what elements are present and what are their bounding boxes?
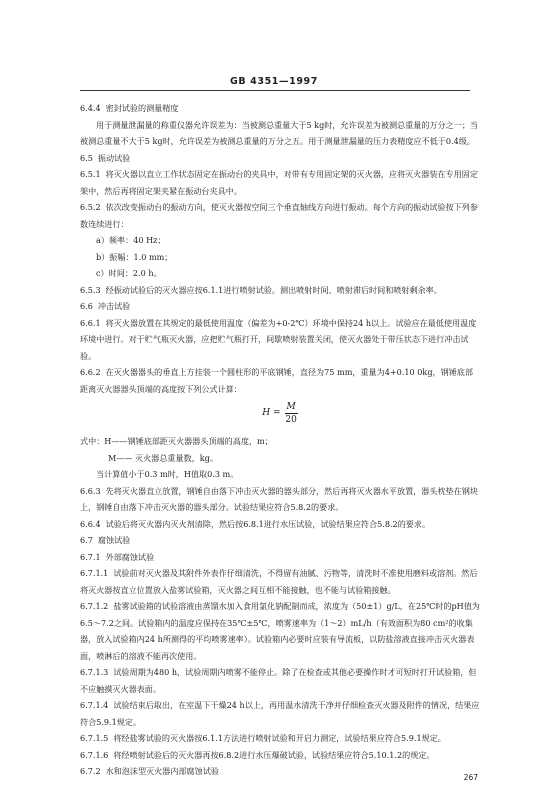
clause-text: 试验周期为480 h，试验周期内喷雾不能停止。除了在检查或其他必要操作时才可短时打开试验箱，但不应触摸灭火器表面。 bbox=[80, 667, 477, 694]
formula-lhs: H = bbox=[262, 407, 281, 418]
clause-text: 将灭火器放置在其规定的最低使用温度（偏差为+0-2℃）环境中保持24 h以上。试验应在最低使用温度环境中进行。对于贮气瓶灭火器，应把贮气瓶打开，间歇喷射装置关闭，使灭火器处于带压状态下进行冲击试验。 bbox=[80, 317, 477, 361]
paragraph bbox=[80, 117, 480, 150]
clause-number: 6.7.1.5 bbox=[80, 733, 109, 743]
clauses-before-formula bbox=[80, 100, 480, 397]
clause-number: 6.7.2 bbox=[80, 766, 101, 776]
clause-text: 振动试验 bbox=[97, 152, 131, 163]
formula-numerator: M bbox=[286, 401, 296, 412]
clause-text: 试验结束后取出，在室温下干燥24 h以上，再用温水清洗干净并仔细检查灭火器及附件的情况，结果应符合5.9.1规定。 bbox=[80, 700, 480, 727]
clause-number: 6.5 bbox=[80, 152, 93, 163]
clause-text: 盐雾试验箱的试验溶液由蒸馏水加入食用氯化钠配制而成，浓度为（50±1）g/L，在25℃时的pH值为6.5～7.2之间。试验箱内的温度应保持在35℃±5℃，喷雾速率为（1～2）mL/h（有效面积为80 cm²的收集器，放入试验箱内24 h所测得的平均喷雾速率）。试验箱内必要时应装有导流板，以防盐溶液直接冲击灭火器表面，喷淋后的溶液不能再次使用。 bbox=[80, 601, 480, 661]
clause-text: 腐蚀试验 bbox=[97, 535, 131, 545]
clause-6-6 bbox=[80, 298, 480, 315]
clause-text: a）频率：40 Hz； bbox=[96, 235, 166, 245]
clause-6-5-3 bbox=[80, 282, 480, 299]
clause-text: 将灭火器以直立工作状态固定在振动台的夹具中，对带有专用固定架的灭火器，应将灭火器装在专用固定架中，然后再将固定架夹紧在振动台夹具中。 bbox=[80, 169, 478, 196]
clause-number: 6.6.1 bbox=[80, 317, 101, 328]
clause-text: b）振幅：1.0 mm； bbox=[96, 251, 173, 262]
paragraph bbox=[80, 249, 480, 266]
clause-number: 6.7.1 bbox=[80, 551, 101, 562]
clause-number: 6.5.3 bbox=[80, 284, 101, 295]
formula-fraction bbox=[285, 401, 298, 426]
clause-6-5-2 bbox=[80, 199, 480, 232]
clause-number: 6.6 bbox=[80, 301, 93, 311]
paragraph bbox=[80, 433, 480, 450]
clause-text: 式中：H——钢锤底部距灭火器器头顶端的高度，m； bbox=[80, 436, 273, 446]
clause-number: 6.7.1.3 bbox=[80, 667, 109, 677]
body-text bbox=[80, 100, 480, 780]
clause-number: 6.7.1.4 bbox=[80, 700, 109, 710]
clause-6-5-1 bbox=[80, 166, 480, 199]
clause-text: 在灭火器器头的垂直上方挂装一个圆柱形的平底钢锤，直径为75 mm，重量为4+0.10 0kg，钢锤底部距离灭火器器头顶端的高度按下列公式计算： bbox=[80, 367, 473, 394]
paragraph bbox=[80, 232, 480, 249]
clause-text: 经振动试验后的灭火器应按6.1.1进行喷射试验。测出喷射时间、喷射滞后时间和喷射剩余率。 bbox=[105, 284, 442, 295]
clause-text: 水和泡沫型灭火器内部腐蚀试验 bbox=[105, 766, 219, 776]
clause-number: 6.5.1 bbox=[80, 169, 101, 179]
clause-number: 6.5.2 bbox=[80, 202, 101, 212]
clause-number: 6.7.1.6 bbox=[80, 749, 109, 760]
clause-text: 冲击试验 bbox=[97, 301, 131, 311]
clause-text: 密封试验的测量精度 bbox=[105, 103, 179, 113]
paragraph bbox=[80, 466, 480, 483]
clause-text: 将经喷射试验后的灭火器再按6.8.2进行水压爆破试验，试验结果应符合5.10.1.2的规定。 bbox=[113, 749, 435, 760]
clause-number: 6.4.4 bbox=[80, 103, 101, 113]
clause-6-7-1-1 bbox=[80, 565, 480, 598]
clause-text: 将经盐雾试验的灭火器按6.1.1方法进行喷射试验和开启力测定，试验结果应符合5.9.1规定。 bbox=[113, 733, 446, 743]
clause-6-7-1 bbox=[80, 549, 480, 566]
clause-6-7-1-4 bbox=[80, 697, 480, 730]
clause-6-6-1 bbox=[80, 315, 480, 365]
clause-number: 6.7.1.2 bbox=[80, 601, 109, 611]
clause-text: 先将灭火器直立放置，钢锤自由落下冲击灭火器的器头部分，然后再将灭火器水平放置，器头枕垫在钢块上，钢锤自由落下冲击灭火器的器头部分。试验结果应符合5.8.2的要求。 bbox=[80, 485, 478, 512]
clause-6-6-4 bbox=[80, 516, 480, 533]
clause-text: 试验后将灭火器内灭火剂清除，然后按6.8.1进行水压试验，试验结果应符合5.8.2的要求。 bbox=[105, 518, 431, 529]
clause-number: 6.7 bbox=[80, 535, 93, 545]
clause-6-7-1-5 bbox=[80, 730, 480, 747]
clause-text: 依次改变振动台的振动方向，使灭火器按空间三个垂直轴线方向进行振动。每个方向的振动试验按下列参数连续进行： bbox=[80, 202, 478, 229]
standard-number-header: GB 4351—1997 bbox=[230, 76, 318, 87]
clause-number: 6.6.2 bbox=[80, 367, 101, 377]
header-rule bbox=[80, 90, 470, 91]
clause-text: 当计算值小于0.3 m时，H值取0.3 m。 bbox=[96, 469, 239, 479]
clause-6-4-4 bbox=[80, 100, 480, 117]
clause-number: 6.6.3 bbox=[80, 485, 101, 496]
formula-denominator: 20 bbox=[285, 414, 297, 425]
clause-6-7-1-3 bbox=[80, 664, 480, 697]
clause-text: 外部腐蚀试验 bbox=[105, 551, 155, 562]
clause-text: 试验前对灭火器及其附件外表作仔细清洗，不得留有油腻、污物等，清洗时不准使用磨料或溶剂。然后将灭火器按直立位置放入盐雾试验箱，灭火器之间互相不能接触，也不能与试验箱接触。 bbox=[80, 568, 478, 595]
clause-text: c）时间：2.0 h。 bbox=[96, 268, 162, 278]
paragraph bbox=[80, 265, 480, 282]
clause-6-7 bbox=[80, 532, 480, 549]
clause-6-5 bbox=[80, 150, 480, 167]
clause-number: 6.6.4 bbox=[80, 518, 101, 529]
clause-text: 用于测量泄漏量的称重仪器允许误差为：当被测总重量大于5 kg时，允许误差为被测总重量的万分之一；当被测总重量不大于5 kg时，允许误差为被测总重量的万分之五。用于测量泄漏量的压力表精度应不低于0.4级。 bbox=[80, 119, 479, 146]
clause-6-7-1-6 bbox=[80, 747, 480, 764]
paragraph bbox=[80, 450, 480, 467]
page-number: 267 bbox=[463, 773, 478, 782]
clause-6-6-3 bbox=[80, 483, 480, 516]
clause-number: 6.7.1.1 bbox=[80, 568, 109, 578]
clause-6-6-2 bbox=[80, 364, 480, 397]
clause-text: M—— 灭火器总重量数，kg。 bbox=[108, 452, 218, 463]
formula bbox=[80, 399, 480, 427]
clause-6-7-1-2 bbox=[80, 598, 480, 664]
clauses-after-formula bbox=[80, 433, 480, 780]
